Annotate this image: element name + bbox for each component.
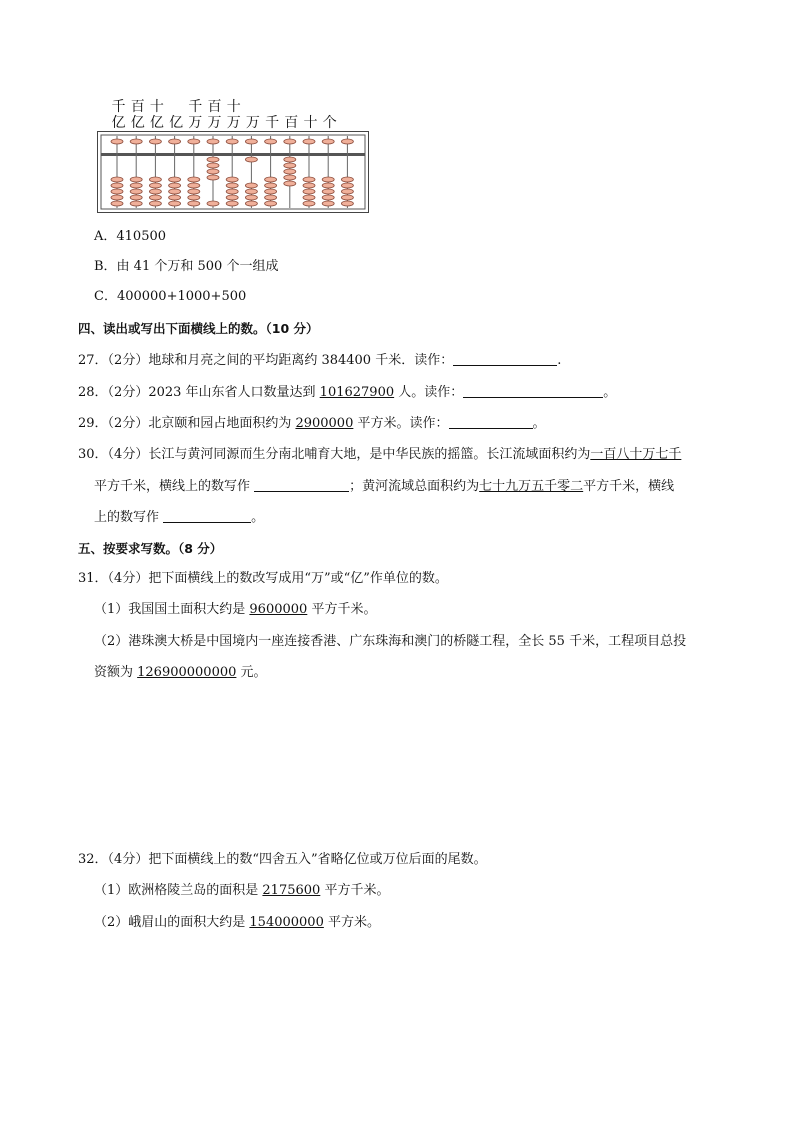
q29-end: 。	[532, 416, 546, 431]
abacus-lower-bead-4-4	[188, 201, 200, 206]
abacus-lower-bead-9-4	[284, 181, 296, 186]
abacus-label-bottom-0: 亿	[111, 115, 126, 131]
abacus-lower-bead-2-0	[149, 177, 161, 182]
abacus-lower-bead-0-3	[111, 195, 123, 200]
abacus-lower-bead-11-3	[322, 195, 334, 200]
q30-text: 30．（4分）长江与黄河同源而生分南北哺育大地，是中华民族的摇篮。长江流域面积约为	[78, 447, 591, 462]
abacus-label-top-0: 千	[111, 99, 126, 115]
abacus-upper-bead-0	[111, 139, 123, 144]
abacus-label-bottom-1: 亿	[130, 115, 145, 131]
abacus-label-top-1: 百	[130, 99, 145, 115]
abacus-lower-bead-1-1	[130, 183, 142, 188]
abacus-lower-bead-4-3	[188, 195, 200, 200]
abacus-lower-bead-5-2	[207, 169, 219, 174]
q32-2-number: 154000000	[249, 915, 324, 930]
abacus-lower-bead-4-1	[188, 183, 200, 188]
abacus-lower-bead-8-0	[265, 177, 277, 182]
abacus-lower-bead-2-3	[149, 195, 161, 200]
q30-mid: ；黄河流域总面积约为	[349, 479, 480, 494]
abacus-label-bottom-4: 万	[188, 115, 203, 131]
abacus-label-top-4: 千	[188, 99, 203, 115]
abacus-label-bottom-10: 十	[303, 115, 318, 131]
abacus-frame	[97, 131, 369, 213]
q29-number: 2900000	[295, 416, 354, 431]
abacus-lower-bead-6-2	[226, 189, 238, 194]
q31-2-end: 元。	[236, 665, 267, 680]
q32-2-text: （2）峨眉山的面积大约是	[94, 915, 250, 930]
abacus-lower-bead-7-2	[245, 189, 257, 194]
abacus-upper-bead-2	[149, 139, 161, 144]
question-32-part-1	[94, 882, 389, 900]
q27-text: 27．（2分）地球和月亮之间的平均距离约 384400 千米．读作：	[78, 353, 454, 368]
abacus-label-bottom-11: 个	[322, 115, 337, 131]
q32-1-number: 2175600	[262, 883, 321, 898]
abacus-lower-bead-10-0	[303, 177, 315, 182]
abacus-label-bottom-7: 万	[245, 115, 260, 131]
q27-end: .	[557, 353, 562, 368]
abacus-label-top-5: 百	[207, 99, 222, 115]
abacus-lower-bead-9-2	[284, 169, 296, 174]
abacus-lower-bead-9-1	[284, 163, 296, 168]
question-30-line-2	[94, 478, 674, 496]
q28-mid: 人。读作：	[394, 385, 464, 400]
q30-answer-blank-1[interactable]	[254, 478, 349, 492]
option-a[interactable]: A．410500	[94, 229, 167, 244]
q29-text: 29．（2分）北京颐和园占地面积约为	[78, 416, 296, 431]
abacus-lower-bead-12-3	[341, 195, 353, 200]
q29-answer-blank[interactable]	[449, 415, 533, 429]
abacus-lower-bead-11-0	[322, 177, 334, 182]
abacus-beads	[98, 132, 368, 212]
question-30-line-1	[78, 446, 681, 464]
abacus-lower-bead-4-2	[188, 189, 200, 194]
abacus-lower-bead-2-1	[149, 183, 161, 188]
abacus-lower-bead-1-3	[130, 195, 142, 200]
abacus-lower-bead-2-4	[149, 201, 161, 206]
question-31-part-2-cont	[94, 664, 267, 682]
question-29	[78, 415, 546, 433]
q30-text-2: 平方千米，横线上的数写作	[94, 479, 255, 494]
question-32-stem: 32．（4分）把下面横线上的数“四舍五入”省略亿位或万位后面的尾数。	[78, 852, 487, 867]
abacus-lower-bead-9-0	[284, 157, 296, 162]
abacus-lower-bead-3-2	[169, 189, 181, 194]
q30-number-yangtze: 一百八十万七千	[590, 447, 682, 462]
abacus-lower-bead-10-3	[303, 195, 315, 200]
abacus-lower-bead-12-4	[341, 201, 353, 206]
abacus-lower-bead-8-2	[265, 189, 277, 194]
q32-2-end: 平方米。	[323, 915, 380, 930]
abacus-label-bottom-5: 万	[207, 115, 222, 131]
q28-answer-blank[interactable]	[463, 384, 603, 398]
abacus-lower-bead-2-2	[149, 189, 161, 194]
abacus-lower-bead-10-4	[303, 201, 315, 206]
abacus-lower-bead-0-2	[111, 189, 123, 194]
abacus-label-top-6: 十	[226, 99, 241, 115]
q30-text-3: 平方千米，横线	[583, 479, 675, 494]
question-30-line-3	[94, 509, 264, 527]
abacus-lower-bead-11-4	[322, 201, 334, 206]
question-28	[78, 384, 616, 402]
abacus-lower-bead-9-3	[284, 175, 296, 180]
abacus-lower-bead-1-2	[130, 189, 142, 194]
question-32-part-2	[94, 914, 380, 932]
section-5-title: 五、按要求写数。（8 分）	[78, 541, 223, 556]
abacus-label-top-2: 十	[149, 99, 164, 115]
abacus-upper-bead-4	[188, 139, 200, 144]
abacus-lower-bead-6-3	[226, 195, 238, 200]
abacus-lower-bead-7-4	[245, 201, 257, 206]
abacus-lower-bead-7-0	[245, 157, 257, 162]
abacus-lower-bead-6-1	[226, 183, 238, 188]
q30-text-4: 上的数写作	[94, 510, 164, 525]
abacus-lower-bead-11-1	[322, 183, 334, 188]
abacus-lower-bead-10-1	[303, 183, 315, 188]
abacus-lower-bead-3-3	[169, 195, 181, 200]
q30-end: 。	[251, 510, 265, 525]
q28-number: 101627900	[319, 385, 395, 400]
question-31-part-2: （2）港珠澳大桥是中国境内一座连接香港、广东珠海和澳门的桥隧工程，全长 55 千米，工程项目总投	[94, 634, 687, 649]
abacus-lower-bead-10-2	[303, 189, 315, 194]
q31-2-number: 126900000000	[137, 665, 237, 680]
abacus-upper-bead-5	[207, 139, 219, 144]
abacus-lower-bead-8-1	[265, 183, 277, 188]
q28-text: 28．（2分）2023 年山东省人口数量达到	[78, 385, 320, 400]
abacus-lower-bead-12-1	[341, 183, 353, 188]
question-31-stem: 31．（4分）把下面横线上的数改写成用“万”或“亿”作单位的数。	[78, 571, 448, 586]
abacus-upper-bead-12	[341, 139, 353, 144]
q29-mid: 平方米。读作：	[353, 416, 449, 431]
abacus-upper-bead-8	[265, 139, 277, 144]
abacus-upper-bead-1	[130, 139, 142, 144]
abacus-lower-bead-6-0	[226, 177, 238, 182]
abacus-lower-bead-7-3	[245, 195, 257, 200]
q31-1-text: （1）我国国土面积大约是	[94, 602, 250, 617]
abacus-lower-bead-5-4	[207, 201, 219, 206]
abacus-upper-bead-3	[169, 139, 181, 144]
abacus-lower-bead-6-4	[226, 201, 238, 206]
abacus-upper-bead-7	[245, 139, 257, 144]
abacus-lower-bead-11-2	[322, 189, 334, 194]
abacus-lower-bead-8-4	[265, 201, 277, 206]
option-b[interactable]: B．由 41 个万和 500 个一组成	[94, 259, 279, 274]
q31-1-end: 平方千米。	[307, 602, 377, 617]
abacus-label-bottom-6: 万	[226, 115, 241, 131]
abacus-lower-bead-0-4	[111, 201, 123, 206]
abacus-lower-bead-1-4	[130, 201, 142, 206]
abacus-lower-bead-0-0	[111, 177, 123, 182]
abacus-label-bottom-3: 亿	[169, 115, 184, 131]
abacus-lower-bead-8-3	[265, 195, 277, 200]
question-31-part-1	[94, 601, 376, 619]
abacus-lower-bead-4-0	[188, 177, 200, 182]
q30-number-yellow-river: 七十九万五千零二	[479, 479, 584, 494]
q32-1-end: 平方千米。	[320, 883, 390, 898]
option-c[interactable]: C．400000+1000+500	[94, 289, 247, 304]
abacus-lower-bead-12-2	[341, 189, 353, 194]
q30-answer-blank-2[interactable]	[163, 509, 251, 523]
abacus-lower-bead-3-0	[169, 177, 181, 182]
q31-2-text: 资额为	[94, 665, 138, 680]
abacus-figure	[97, 96, 369, 214]
section-4-title: 四、读出或写出下面横线上的数。（10 分）	[78, 321, 319, 336]
q28-end: 。	[603, 385, 617, 400]
abacus-lower-bead-5-0	[207, 157, 219, 162]
abacus-lower-bead-5-3	[207, 175, 219, 180]
abacus-label-bottom-8: 千	[265, 115, 280, 131]
abacus-upper-bead-9	[284, 139, 296, 144]
abacus-label-bottom-9: 百	[284, 115, 299, 131]
abacus-upper-bead-10	[303, 139, 315, 144]
abacus-upper-bead-6	[226, 139, 238, 144]
abacus-beam	[101, 153, 365, 156]
q31-1-number: 9600000	[249, 602, 308, 617]
abacus-lower-bead-3-1	[169, 183, 181, 188]
abacus-lower-bead-12-0	[341, 177, 353, 182]
abacus-lower-bead-7-1	[245, 183, 257, 188]
abacus-upper-bead-11	[322, 139, 334, 144]
abacus-label-bottom-2: 亿	[149, 115, 164, 131]
abacus-lower-bead-5-1	[207, 163, 219, 168]
question-27	[78, 352, 561, 370]
q27-answer-blank[interactable]	[453, 352, 557, 366]
abacus-lower-bead-3-4	[169, 201, 181, 206]
abacus-lower-bead-0-1	[111, 183, 123, 188]
q32-1-text: （1）欧洲格陵兰岛的面积是	[94, 883, 263, 898]
abacus-lower-bead-1-0	[130, 177, 142, 182]
